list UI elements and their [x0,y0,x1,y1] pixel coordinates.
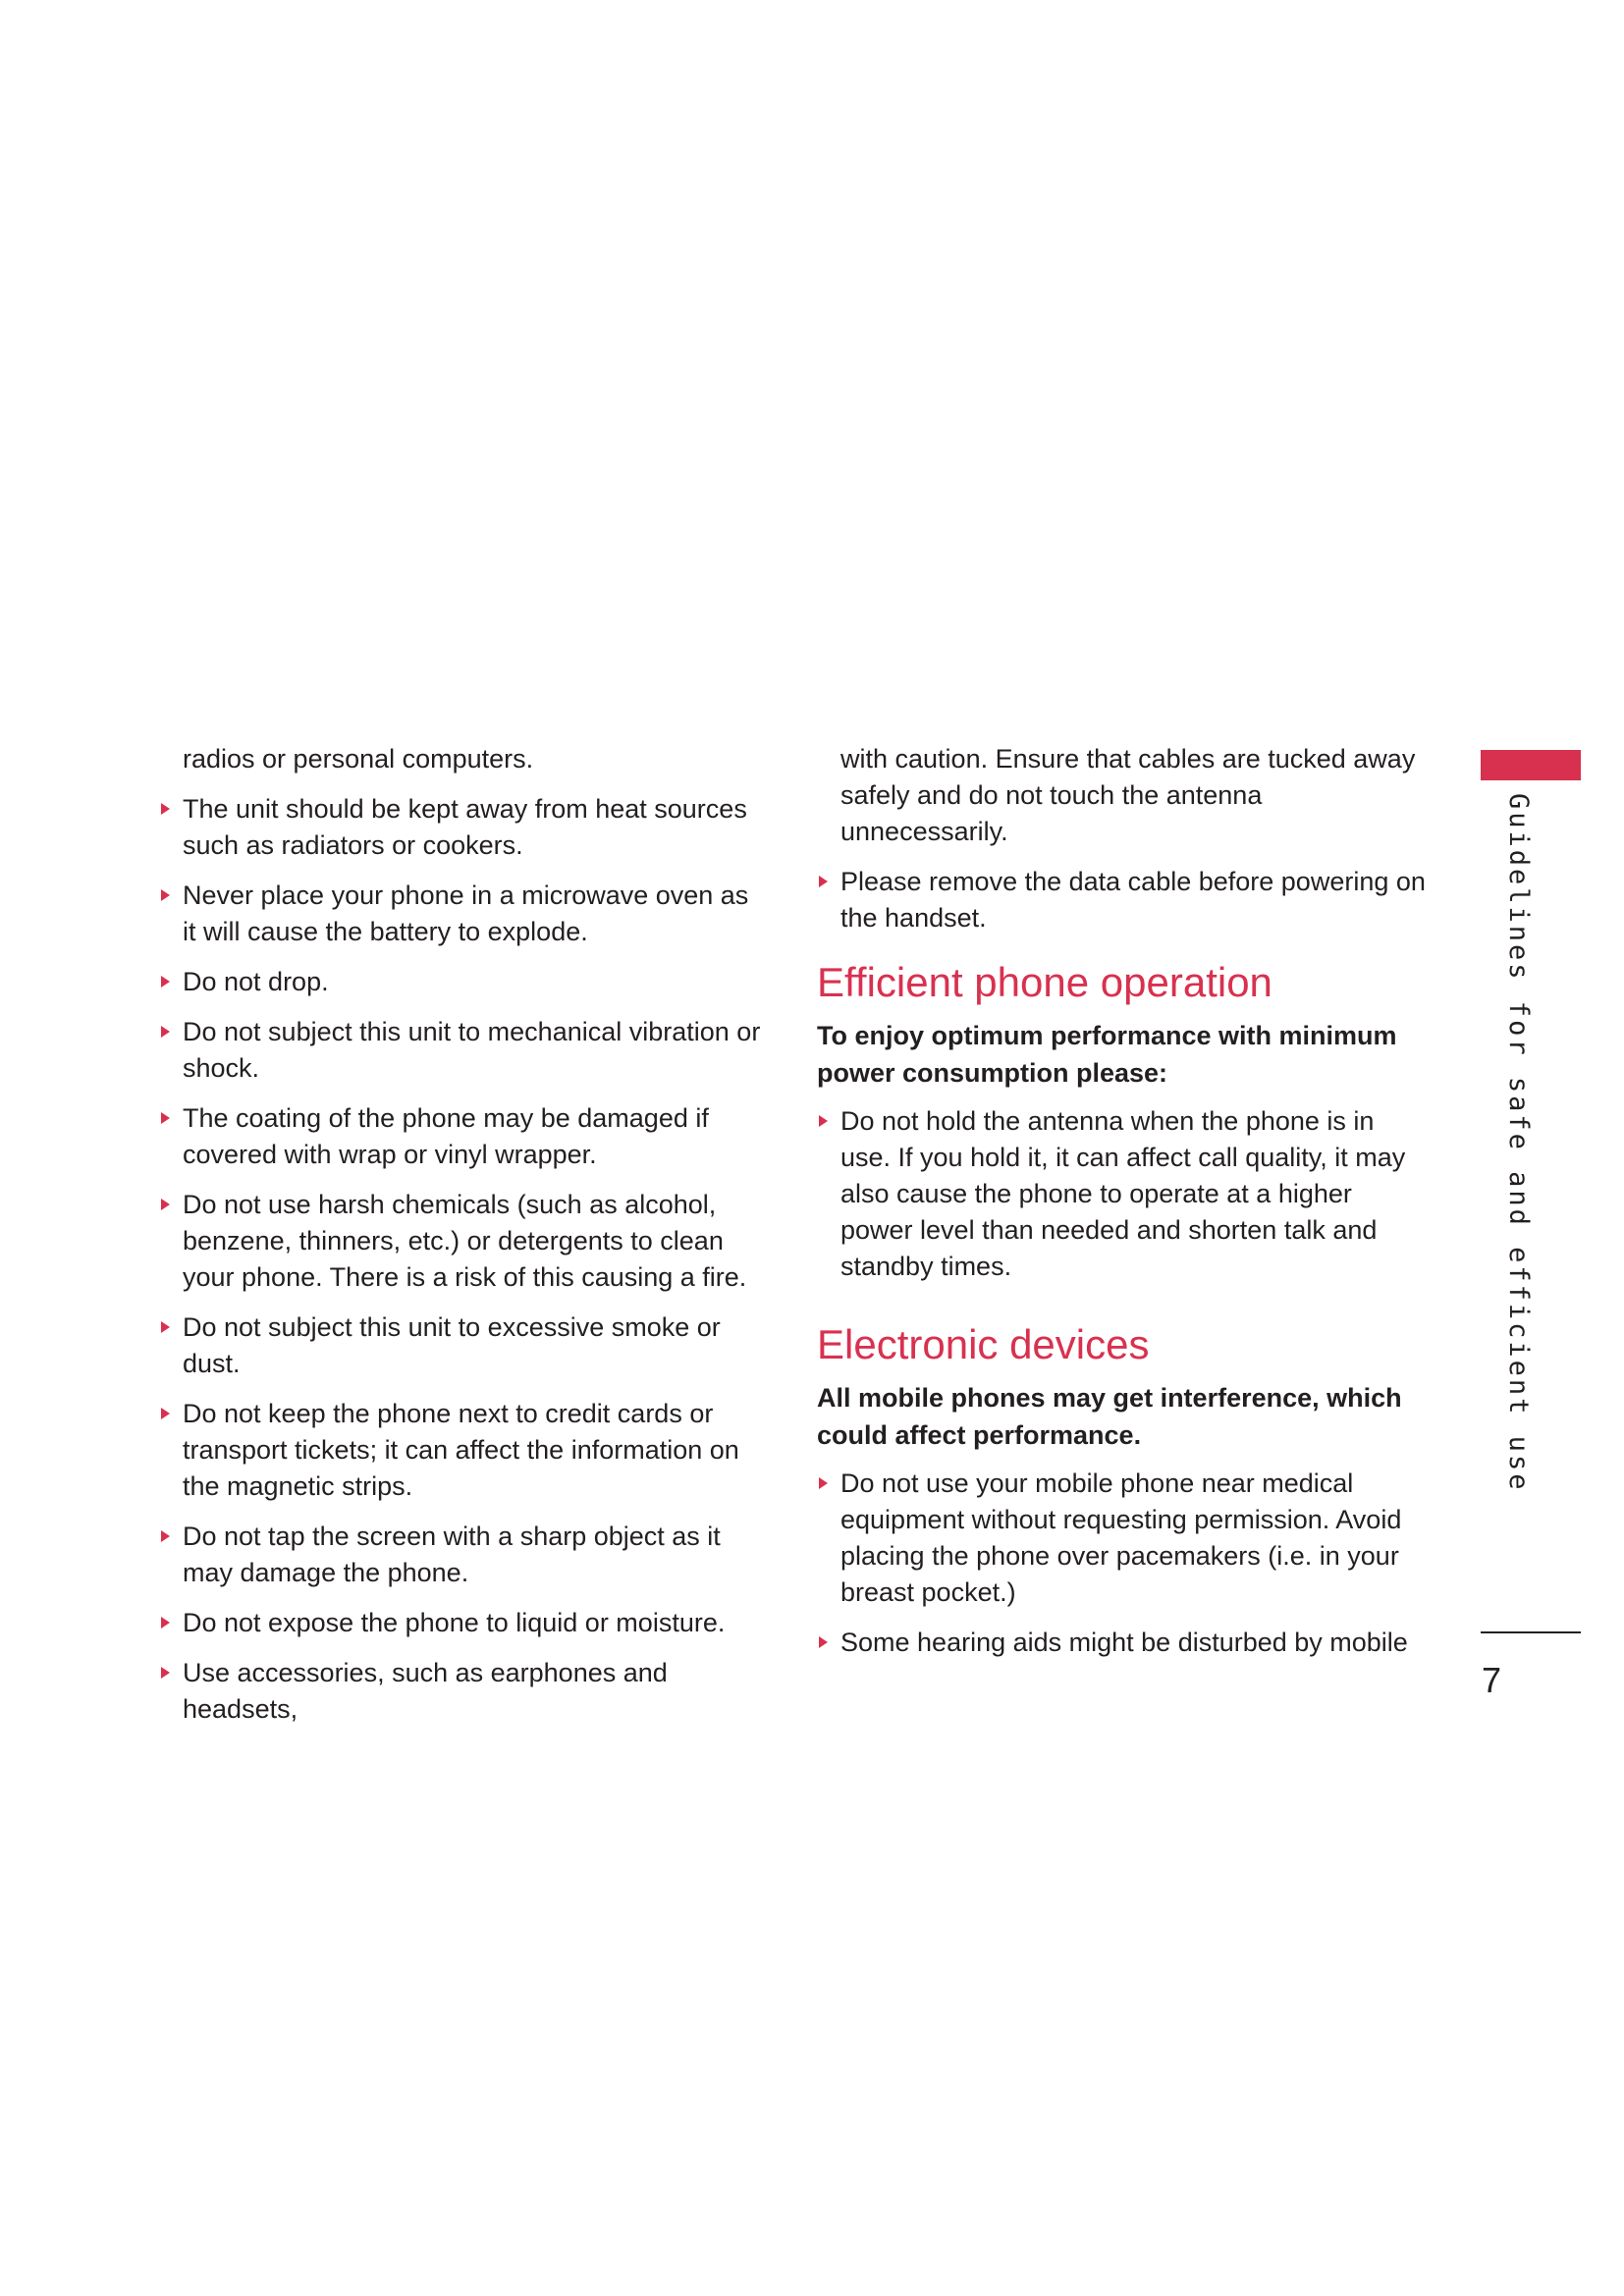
section-heading-efficient-operation: Efficient phone operation [817,959,1272,1005]
bullet-arrow-icon [161,1199,170,1210]
bullet-item: Do not use harsh chemicals (such as alcohol, benzene, thinners, etc.) or detergents to clean your phone. There is a risk of this causing a fire. [159,1187,768,1296]
right-column [817,741,1426,1675]
bullet-arrow-icon [161,1530,170,1542]
bullet-item: Do not drop. [159,964,768,1000]
section-lead-text: All mobile phones may get interference, which could affect performance. [817,1383,1402,1450]
page-number: 7 [1482,1660,1502,1700]
page-number-rule [1481,1631,1581,1633]
bullet-arrow-icon [161,1617,170,1629]
bullet-arrow-icon [161,1026,170,1038]
chapter-tab-bar [1481,750,1581,780]
bullet-arrow-icon [819,876,828,887]
bullet-arrow-icon [161,976,170,988]
bullet-arrow-icon [161,803,170,815]
bullet-arrow-icon [161,1667,170,1679]
bullet-arrow-icon [819,1477,828,1489]
bullet-arrow-icon [161,1408,170,1419]
bullet-arrow-icon [161,1112,170,1124]
bullet-arrow-icon [819,1636,828,1648]
bullet-item: Do not use your mobile phone near medical equipment without requesting permission. Avoid placing the phone over pacemakers (i.e. in your breast pocket.) [817,1466,1426,1611]
section-heading-electronic-devices: Electronic devices [817,1321,1150,1367]
continued-text: with caution. Ensure that cables are tucked away safely and do not touch the antenna unnecessarily. [840,744,1416,846]
bullet-item: Do not hold the antenna when the phone is in use. If you hold it, it can affect call quality, it may also cause the phone to operate at a higher power level than needed and shorten talk and standby times. [817,1103,1426,1285]
bullet-item: Some hearing aids might be disturbed by mobile [817,1625,1426,1661]
bullet-item: Do not tap the screen with a sharp object as it may damage the phone. [159,1519,768,1591]
bullet-item: Never place your phone in a microwave oven as it will cause the battery to explode. [159,878,768,950]
bullet-item: Do not subject this unit to excessive smoke or dust. [159,1309,768,1382]
bullet-item: The coating of the phone may be damaged if covered with wrap or vinyl wrapper. [159,1100,768,1173]
bullet-item: Do not expose the phone to liquid or moisture. [159,1605,768,1641]
chapter-tab-label: Guidelines for safe and efficient use [1503,793,1534,1493]
bullet-item: The unit should be kept away from heat sources such as radiators or cookers. [159,791,768,864]
bullet-item: Use accessories, such as earphones and headsets, [159,1655,768,1728]
bullet-item: Please remove the data cable before powering on the handset. [817,864,1426,936]
section-lead-text: To enjoy optimum performance with minimum power consumption please: [817,1021,1397,1088]
left-column [159,741,768,1741]
bullet-arrow-icon [161,889,170,901]
bullet-item: Do not subject this unit to mechanical vibration or shock. [159,1014,768,1087]
bullet-arrow-icon [819,1115,828,1127]
bullet-item: Do not keep the phone next to credit cards or transport tickets; it can affect the information on the magnetic strips. [159,1396,768,1505]
bullet-arrow-icon [161,1321,170,1333]
continued-text: radios or personal computers. [183,744,534,774]
